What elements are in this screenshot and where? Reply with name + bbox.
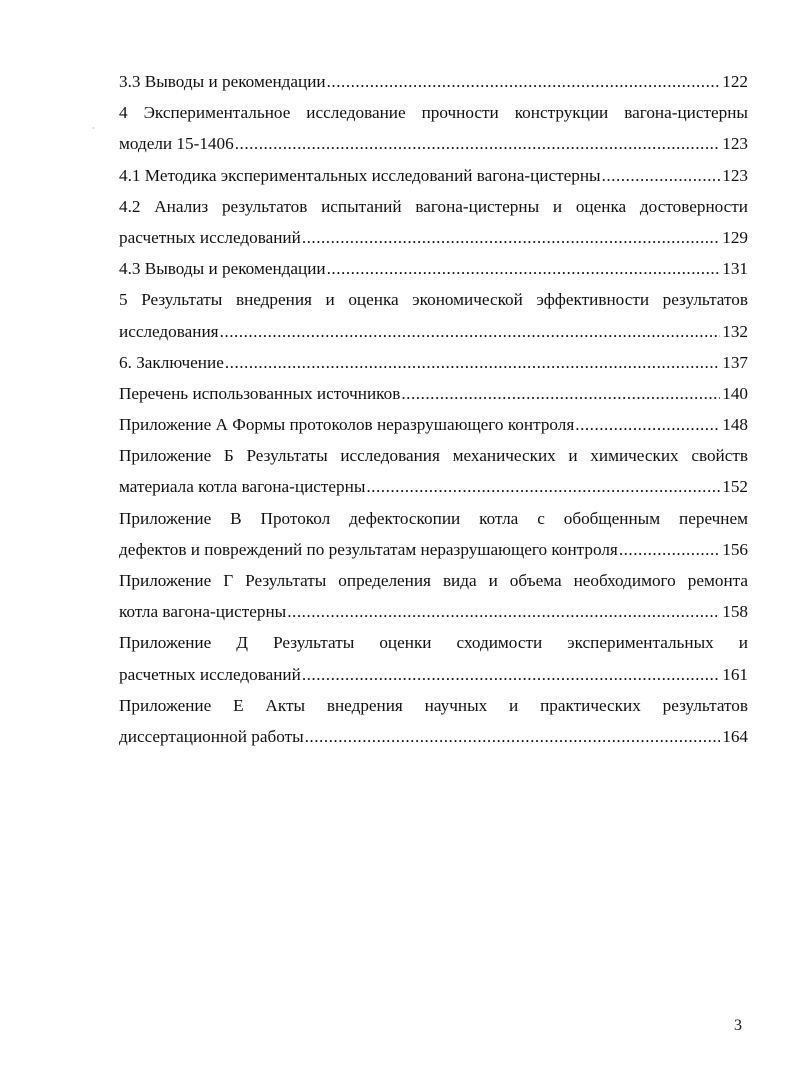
toc-entry-final-line xyxy=(119,409,748,440)
toc-entry-title: исследования xyxy=(119,321,219,341)
toc-entry-title-line: Приложение Б Результаты исследования механических и химических свойств xyxy=(119,446,748,466)
toc-entry-title-line: 5 Результаты внедрения и оценка экономической эффективности результатов xyxy=(119,290,748,310)
toc-entry-page: 132 xyxy=(722,321,748,341)
toc-entry[interactable] xyxy=(119,191,748,253)
toc-entry-title: диссертационной работы xyxy=(119,726,304,746)
toc-entry-title: расчетных исследований xyxy=(119,664,301,684)
toc-entry-final-line xyxy=(119,222,748,253)
toc-entry-page: 158 xyxy=(722,602,748,622)
toc-entry-final-line xyxy=(119,316,748,347)
toc-entry-title: 3.3 Выводы и рекомендации xyxy=(119,72,326,91)
dot-leader xyxy=(575,409,720,440)
toc-entry-title: котла вагона-цистерны xyxy=(119,602,287,622)
toc-entry-title-line: Приложение В Протокол дефектоскопии котла с обобщенным перечнем xyxy=(119,508,748,528)
toc-entry-title-line: 4.2 Анализ результатов испытаний вагона-цистерны и оценка достоверности xyxy=(119,196,748,216)
dot-leader xyxy=(327,253,721,284)
toc-entry[interactable] xyxy=(119,347,748,378)
toc-entry-page: 140 xyxy=(722,383,748,403)
toc-entry[interactable] xyxy=(119,409,748,440)
dot-leader xyxy=(235,128,721,159)
table-of-contents xyxy=(119,66,748,752)
toc-entry[interactable] xyxy=(119,253,748,284)
toc-entry-title-line: 4 Экспериментальное исследование прочности конструкции вагона-цистерны xyxy=(119,103,748,123)
toc-entry[interactable] xyxy=(119,565,748,627)
toc-entry[interactable] xyxy=(119,440,748,502)
dot-leader xyxy=(225,347,720,378)
toc-entry-title: материала котла вагона-цистерны xyxy=(119,477,366,497)
toc-entry[interactable] xyxy=(119,378,748,409)
toc-entry-page: 156 xyxy=(722,539,748,559)
dot-leader xyxy=(366,471,720,502)
toc-entry-title: модели 15-1406 xyxy=(119,134,234,154)
toc-entry-title: Перечень использованных источников xyxy=(119,383,401,403)
toc-entry-final-line xyxy=(119,253,748,284)
dot-leader xyxy=(287,596,720,627)
margin-mark: · xyxy=(92,124,95,133)
toc-entry-title: 4.3 Выводы и рекомендации xyxy=(119,259,326,279)
toc-entry[interactable] xyxy=(119,160,748,191)
toc-entry-title: расчетных исследований xyxy=(119,227,301,247)
toc-entry-final-line xyxy=(119,378,748,409)
toc-entry-page: 122 xyxy=(722,72,748,91)
toc-entry[interactable] xyxy=(119,97,748,159)
toc-entry-title-line: Приложение Г Результаты определения вида и объема необходимого ремонта xyxy=(119,571,748,590)
dot-leader xyxy=(220,316,721,347)
toc-entry-page: 129 xyxy=(722,227,748,247)
toc-entry-title: дефектов и повреждений по результатам неразрушающего контроля xyxy=(119,539,618,559)
dot-leader xyxy=(305,721,721,752)
toc-entry[interactable] xyxy=(119,503,748,565)
toc-entry-page: 123 xyxy=(722,134,748,154)
toc-entry-page: 148 xyxy=(722,415,748,435)
toc-entry-final-line xyxy=(119,128,748,159)
toc-entry-final-line xyxy=(119,471,748,502)
toc-entry-title: 4.1 Методика экспериментальных исследований вагона-цистерны xyxy=(119,165,601,185)
dot-leader xyxy=(401,378,720,409)
toc-entry-page: 161 xyxy=(722,664,748,684)
dot-leader xyxy=(302,659,720,690)
toc-entry-page: 152 xyxy=(722,477,748,497)
toc-entry-final-line xyxy=(119,721,748,752)
toc-entry-final-line xyxy=(119,66,748,97)
toc-entry-final-line xyxy=(119,596,748,627)
toc-entry-final-line xyxy=(119,160,748,191)
toc-entry[interactable] xyxy=(119,66,748,97)
toc-entry[interactable] xyxy=(119,284,748,346)
dot-leader xyxy=(327,66,721,97)
dot-leader xyxy=(602,160,721,191)
toc-entry-title-line: Приложение Е Акты внедрения научных и практических результатов xyxy=(119,695,748,715)
dot-leader xyxy=(619,534,720,565)
toc-entry-page: 123 xyxy=(722,165,748,185)
toc-entry-title: 6. Заключение xyxy=(119,352,224,372)
toc-entry-final-line xyxy=(119,659,748,690)
toc-entry-final-line xyxy=(119,347,748,378)
toc-entry[interactable] xyxy=(119,690,748,752)
toc-entry-page: 131 xyxy=(722,259,748,279)
toc-entry-page: 164 xyxy=(722,726,748,746)
toc-entry-title-line: Приложение Д Результаты оценки сходимости экспериментальных и xyxy=(119,633,748,653)
toc-entry[interactable] xyxy=(119,627,748,689)
toc-entry-page: 137 xyxy=(722,352,748,372)
toc-entry-final-line xyxy=(119,534,748,565)
dot-leader xyxy=(302,222,720,253)
toc-entry-title: Приложение А Формы протоколов неразрушающего контроля xyxy=(119,415,575,435)
page-number: 3 xyxy=(734,1017,742,1034)
